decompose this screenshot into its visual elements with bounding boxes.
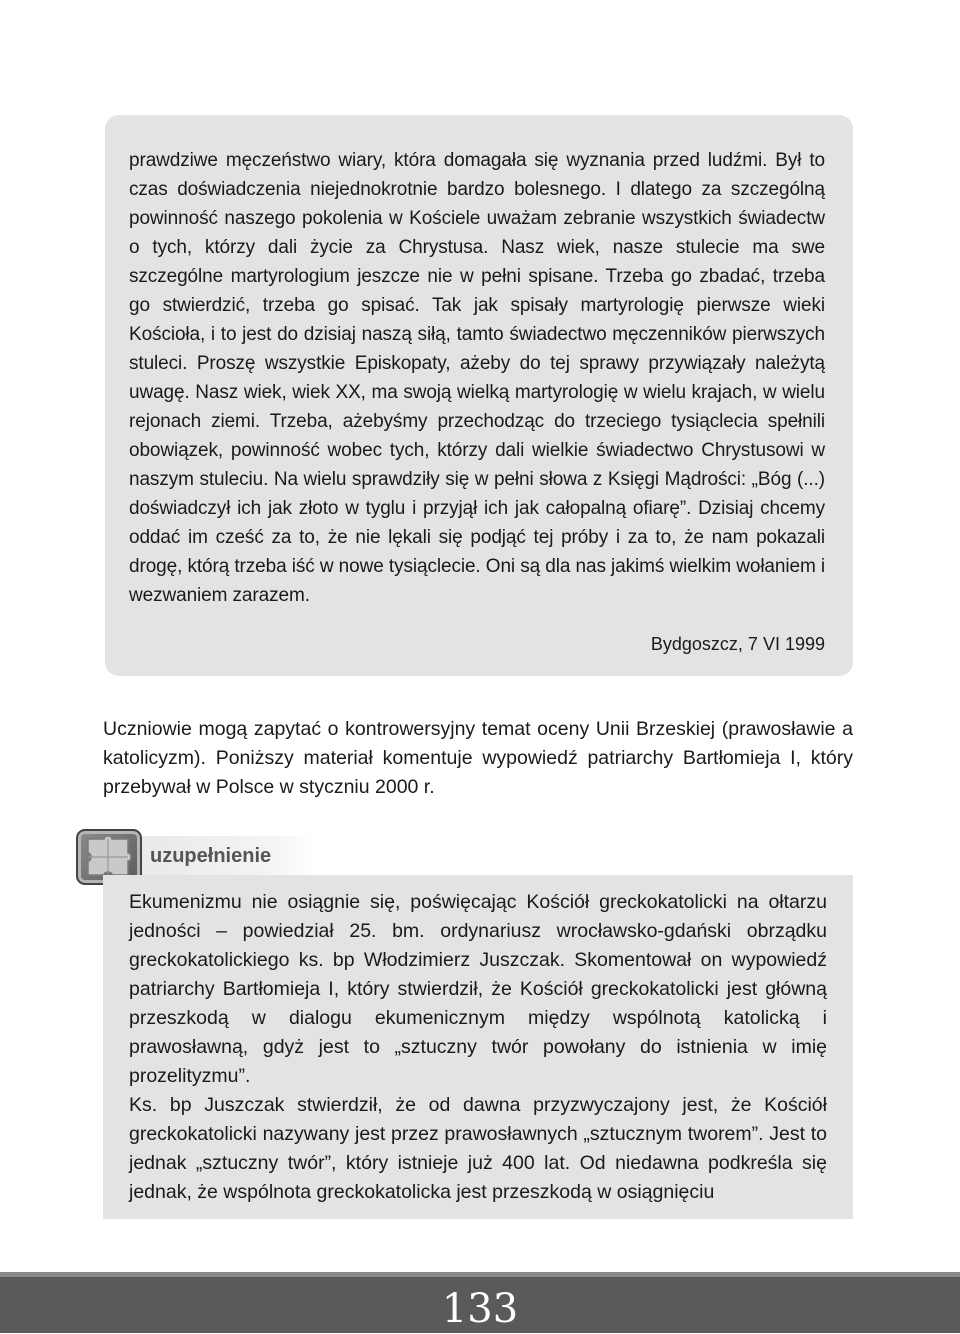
quote-signature: Bydgoszcz, 7 VI 1999: [650, 634, 825, 654]
supplement-paragraph-2: Ks. bp Juszczak stwierdził, że od dawna przyzwyczajony jest, że Kościół greckokatolicki nazywany jest przez prawosławnych „sztucznym tworem”. Jest to jednak „sztuczny twór”, który istnieje już 400 lat. Od niedawna podkreśla się jednak, że wspólnota greckokatolicka jest przeszkodą w osiągnięciu: [129, 1094, 827, 1203]
quote-text: prawdziwe męczeństwo wiary, która domagała się wyznania przed ludźmi. Był to czas doświadczenia niejednokrotnie bardzo bolesnego. I dlatego za szczególną powinność naszego pokolenia w Kościele uważam zebranie wszystkich świadectw o tych, którzy dali życie za Chrystusa. Nasz wiek, nasze stulecie ma swe szczególne martyrologium jeszcze nie w pełni spisane. Trzeba go zbadać, trzeba go stwierdzić, trzeba go spisać. Tak jak spisały martyrologię pierwsze wieki Kościoła, i to jest do dzisiaj naszą siłą, tamto świadectwo męczenników pierwszych stuleci. Proszę wszystkie Episkopaty, ażeby do tej sprawy przywiązały należytą uwagę. Nasz wiek, wiek XX, ma swoją wielką martyrologię w wielu krajach, w wielu rejonach ziemi. Trzeba, ażebyśmy przechodząc do trzeciego tysiąclecia spełnili obowiązek, powinność wobec tych, którzy dali wielkie świadectwo Chrystusowi w naszym stuleciu. Na wielu sprawdziły się w pełni słowa z Księgi Mądrości: „Bóg (...) doświadczył ich jak złoto w tyglu i przyjął ich jak całopalną ofiarę”. Dzisiaj chcemy oddać im cześć za to, że nie lękali się podjąć tej próby i za to, że nam pokazali drogę, którą trzeba iść w nowe tysiąclecie. Oni są dla nas jakimś wielkim wołaniem i wezwaniem zarazem.: [129, 150, 825, 606]
page-number: 133: [441, 1286, 519, 1332]
supplement-paragraph-1: Ekumenizmu nie osiągnie się, poświęcając Kościół greckokatolicki na ołtarzu jedności – powiedział 25. bm. ordynariusz wrocławsko-gdański obrządku greckokatolickiego ks. bp Włodzimierz Juszczak. Skomentował on wypowiedź patriarchy Bartłomieja I, który stwierdził, że Kościół greckokatolicki jest główną przeszkodą w dialogu ekumenicznym między wspólnotą katolicką i prawosławną, gdyż jest to „sztuczny twór powołany do istnienia w imię prozelityzmu”.: [129, 891, 827, 1087]
supplement-box: [103, 875, 853, 1219]
quote-box: [105, 115, 853, 676]
supplement-label: uzupełnienie: [150, 845, 272, 867]
intro-paragraph: Uczniowie mogą zapytać o kontrowersyjny temat oceny Unii Brzeskiej (prawosławie a katolicyzm). Poniższy materiał komentuje wypowiedź patriarchy Bartłomieja I, który przebywał w Polsce w styczniu 2000 r.: [103, 718, 853, 798]
footer-bar-accent: [0, 1272, 960, 1277]
